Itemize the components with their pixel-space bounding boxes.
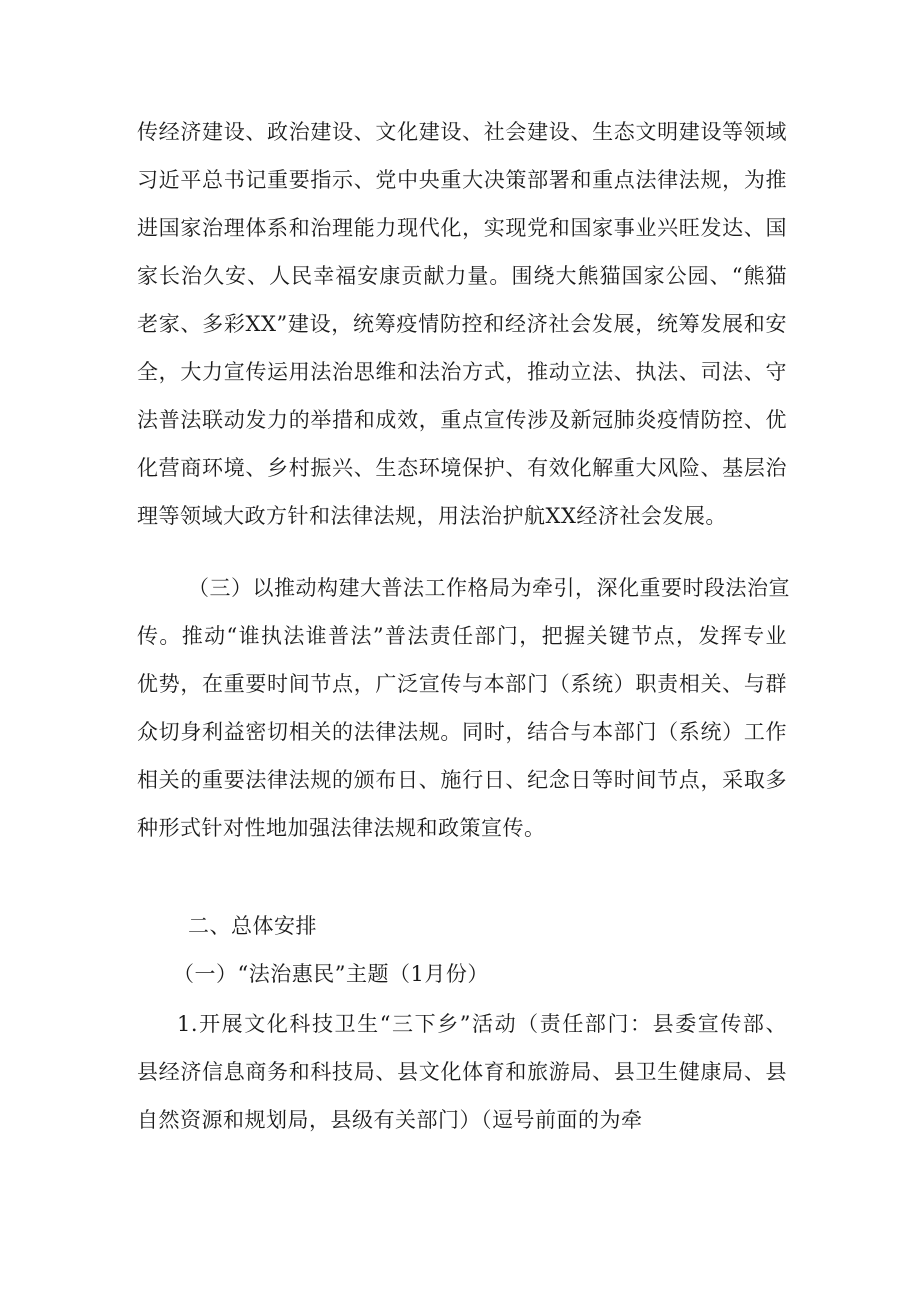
paragraph1-line-9: 理等领域大政方针和法律法规，用法治护航XX经济社会发展。 [137, 504, 727, 528]
paragraph1-line-6: 全，大力宣传运用法治思维和法治方式，推动立法、执法、司法、守 [137, 360, 787, 384]
paragraph2-line-1: （三）以推动构建大普法工作格局为牵引，深化重要时段法治宣 [188, 576, 790, 600]
paragraph1-line-4: 家长治久安、人民幸福安康贡献力量。围绕大熊猫国家公园、“熊猫 [137, 264, 787, 288]
paragraph2-line-2: 传。推动“谁执法谁普法”普法责任部门，把握关键节点，发挥专业 [137, 624, 787, 648]
paragraph1-line-2: 习近平总书记重要指示、党中央重大决策部署和重点法律法规，为推 [137, 168, 787, 192]
paragraph2-line-5: 相关的重要法律法规的颁布日、施行日、纪念日等时间节点，采取多 [137, 768, 787, 792]
subsection-heading: （一）“法治惠民”主题（1月份） [173, 962, 489, 986]
paragraph1-line-3: 进国家治理体系和治理能力现代化，实现党和国家事业兴旺发达、国 [137, 216, 787, 240]
item1-line-1: 1.开展文化科技卫生“三下乡”活动（责任部门：县委宣传部、 [177, 1012, 787, 1036]
paragraph2-line-3: 优势，在重要时间节点，广泛宣传与本部门（系统）职责相关、与群 [137, 672, 787, 696]
item1-line-2: 县经济信息商务和科技局、县文化体育和旅游局、县卫生健康局、县 [137, 1060, 787, 1084]
item1-line-3: 自然资源和规划局，县级有关部门）（逗号前面的为牵 [137, 1108, 643, 1132]
paragraph2-line-4: 众切身利益密切相关的法律法规。同时，结合与本部门（系统）工作 [137, 720, 787, 744]
paragraph1-line-5: 老家、多彩XX”建设，统筹疫情防控和经济社会发展，统筹发展和安 [137, 312, 787, 336]
paragraph1-line-7: 法普法联动发力的举措和成效，重点宣传涉及新冠肺炎疫情防控、优 [137, 408, 787, 432]
paragraph2-line-6: 种形式针对性地加强法律法规和政策宣传。 [137, 816, 546, 840]
section-heading: 二、总体安排 [188, 914, 317, 938]
paragraph1-line-8: 化营商环境、乡村振兴、生态环境保护、有效化解重大风险、基层治 [137, 456, 787, 480]
paragraph1-line-1: 传经济建设、政治建设、文化建设、社会建设、生态文明建设等领域 [137, 120, 787, 144]
